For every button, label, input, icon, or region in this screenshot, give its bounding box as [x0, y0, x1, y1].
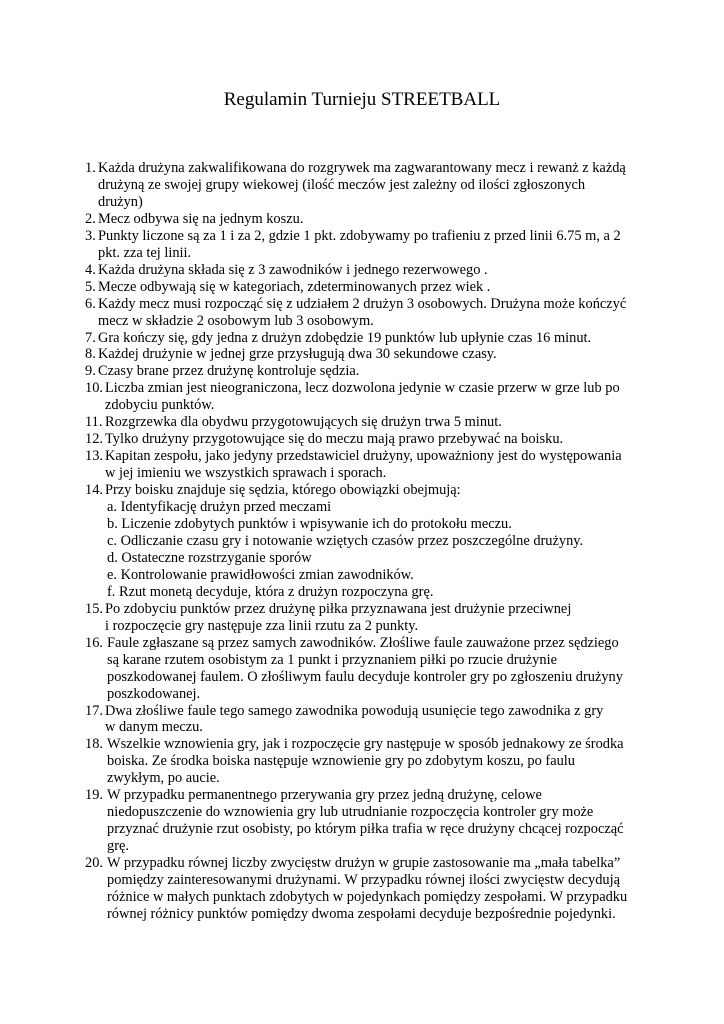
rule-line: Każda drużyna zakwalifikowana do rozgrywek ma zagwarantowany mecz i rewanż z każdą [98, 160, 626, 176]
rule-line: grę. [107, 838, 129, 855]
rule-number: 7. [85, 329, 96, 346]
rule-line: boiska. Ze środka boiska następuje wznowienie gry po zdobytym koszu, po faulu [107, 753, 575, 770]
rule-line: Mecz odbywa się na jednym koszu. [98, 210, 304, 227]
rule-line: Każda drużyna składa się z 3 zawodników i jednego rezerwowego . [98, 261, 488, 278]
rule-item [85, 414, 685, 431]
rule-item [85, 262, 685, 279]
rule-item [85, 431, 685, 448]
rule-number: 8. [85, 346, 96, 363]
rule-line: i rozpoczęcie gry następuje zza linii rzutu za 2 punkty. [105, 617, 419, 634]
rule-line: Przy boisku znajduje się sędzia, którego obowiązki obejmują: [105, 482, 461, 499]
rule-line: drużyną ze swojej grupy wiekowej (ilość meczów jest zależny od ilości zgłoszonych [98, 176, 586, 193]
rule-number: 13. [85, 448, 103, 465]
rule-number: 15. [85, 600, 103, 617]
rule-line: są karane rzutem osobistym za 1 punkt i przyznaniem piłki po rzucie drużynie [107, 651, 557, 668]
rule-number: 20. [85, 855, 103, 872]
rule-subitem [85, 550, 685, 567]
rule-line: Po zdobyciu punktów przez drużynę piłka przyznawana jest drużynie przeciwnej [105, 600, 572, 617]
rule-line: poszkodowanej. [107, 685, 201, 702]
rule-line: e. Kontrolowanie prawidłowości zmian zawodników. [107, 566, 414, 583]
rule-number: 11. [85, 414, 103, 431]
rule-number: 6. [85, 295, 96, 312]
rule-line: przyznać drużynie rzut osobisty, po którym piłka trafia w ręce drużyny chcącej rozpocząć [107, 821, 624, 838]
rule-subitem [85, 516, 685, 533]
rule-item [85, 855, 685, 923]
rule-line: Mecze odbywają się w kategoriach, zdeterminowanych przez wiek . [98, 278, 491, 295]
rule-line: zdobyciu punktów. [105, 397, 215, 414]
rule-line: Wszelkie wznowienia gry, jak i rozpoczęcie gry następuje w sposób jednakowy ze środka [107, 736, 624, 753]
rule-number: 17. [85, 702, 103, 719]
rule-line: poszkodowanej faulem. O złośliwym faulu decyduje kontroler gry po zgłoszeniu drużyny [107, 668, 623, 685]
rule-line: Rozgrzewka dla obydwu przygotowujących się drużyn trwa 5 minut. [105, 414, 502, 431]
rule-number: 19. [85, 787, 103, 804]
rule-item [85, 228, 685, 262]
rule-item [85, 482, 685, 499]
rule-line: Dwa złośliwe faule tego samego zawodnika powodują usunięcie tego zawodnika z gry [105, 702, 604, 719]
rule-number: 1. [85, 160, 96, 176]
rule-line: Każdy mecz musi rozpocząć się z udziałem 2 drużyn 3 osobowych. Drużyna może kończyć [98, 295, 627, 312]
rule-line: równej różnicy punktów pomiędzy dwoma zespołami decyduje bezpośrednie pojedynki. [107, 905, 616, 922]
rule-number: 10. [85, 380, 103, 397]
rule-subitem [85, 499, 685, 516]
rule-line: Każdej drużynie w jednej grze przysługują dwa 30 sekundowe czasy. [98, 346, 497, 363]
rule-subitem [85, 567, 685, 584]
rule-subitem [85, 533, 685, 550]
rule-line: b. Liczenie zdobytych punktów i wpisywanie ich do protokołu meczu. [107, 516, 512, 533]
rule-item [85, 363, 685, 380]
rule-line: Tylko drużyny przygotowujące się do meczu mają prawo przebywać na boisku. [105, 431, 564, 448]
rule-item [85, 601, 685, 635]
rules-list [85, 160, 685, 923]
rule-line: Gra kończy się, gdy jedna z drużyn zdobędzie 19 punktów lub upłynie czas 16 minut. [98, 329, 592, 346]
rule-line: Czasy brane przez drużynę kontroluje sędzia. [98, 363, 360, 380]
rule-line: pomiędzy zainteresowanymi drużynami. W przypadku równej ilości zwycięstw decydują [107, 872, 620, 889]
rule-item [85, 736, 685, 787]
rule-item [85, 635, 685, 703]
rule-number: 9. [85, 363, 96, 380]
rule-item [85, 380, 685, 414]
rule-line: w jej imieniu we wszystkich sprawach i sporach. [105, 465, 387, 482]
rule-number: 16. [85, 634, 103, 651]
rule-line: zwykłym, po aucie. [107, 770, 220, 787]
rule-line: różnice w małych punktach zdobytych w pojedynkach pomiędzy zespołami. W przypadku [107, 888, 628, 905]
rule-item [85, 296, 685, 330]
rule-item [85, 160, 685, 211]
rule-item [85, 279, 685, 296]
rule-subitem [85, 584, 685, 601]
rule-item [85, 330, 685, 347]
rule-number: 2. [85, 210, 96, 227]
rule-line: c. Odliczanie czasu gry i notowanie wziętych czasów przez poszczególne drużyny. [107, 532, 584, 549]
rule-line: f. Rzut monetą decyduje, która z drużyn rozpoczyna grę. [107, 583, 434, 600]
rule-line: Faule zgłaszane są przez samych zawodników. Złośliwe faule zauważone przez sędziego [107, 634, 619, 651]
rule-line: Liczba zmian jest nieograniczona, lecz dozwolona jedynie w czasie przerw w grze lub po [105, 380, 620, 397]
rule-item [85, 787, 685, 855]
rule-line: mecz w składzie 2 osobowym lub 3 osobowym. [98, 312, 374, 329]
rule-line: W przypadku równej liczby zwycięstw drużyn w grupie zastosowanie ma „mała tabelka” [107, 855, 621, 872]
rule-number: 14. [85, 482, 103, 499]
rule-line: niedopuszczenie do wznowienia gry lub utrudnianie rozpoczęcia kontroler gry może [107, 804, 594, 821]
rule-number: 3. [85, 227, 96, 244]
rule-line: drużyn) [98, 193, 143, 210]
rule-line: a. Identyfikację drużyn przed meczami [107, 499, 332, 516]
page-title: Regulamin Turnieju STREETBALL [223, 89, 501, 110]
rule-item [85, 448, 685, 482]
rule-item [85, 346, 685, 363]
rule-line: Kapitan zespołu, jako jedyny przedstawiciel drużyny, upoważniony jest do występowania [105, 448, 622, 465]
rule-line: pkt. zza tej linii. [98, 244, 192, 261]
rule-line: d. Ostateczne rozstrzyganie sporów [107, 549, 312, 566]
rule-number: 12. [85, 431, 103, 448]
rule-item [85, 211, 685, 228]
rule-number: 18. [85, 736, 103, 753]
rule-item [85, 703, 685, 737]
rule-number: 4. [85, 261, 96, 278]
rule-line: w danym meczu. [105, 719, 203, 736]
rule-line: Punkty liczone są za 1 i za 2, gdzie 1 pkt. zdobywamy po trafieniu z przed linii 6.75 m, a 2 [98, 227, 621, 244]
rule-line: W przypadku permanentnego przerywania gry przez jedną drużynę, celowe [107, 787, 542, 804]
rule-number: 5. [85, 278, 96, 295]
